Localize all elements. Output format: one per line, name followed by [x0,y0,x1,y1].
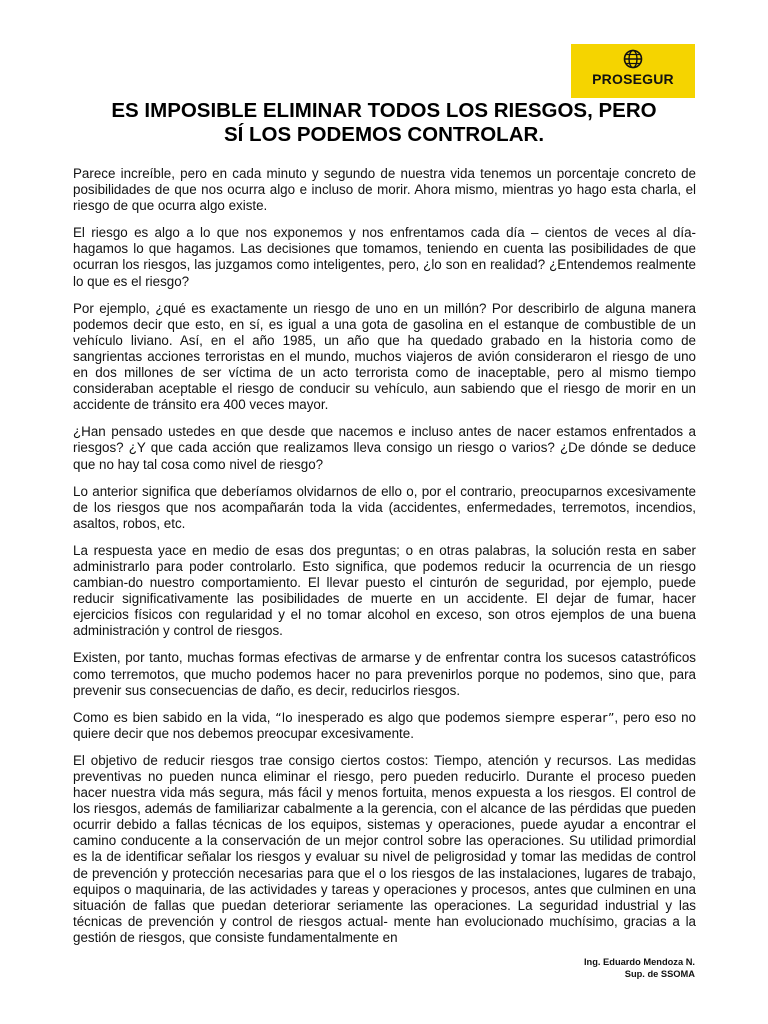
signature-block [584,956,695,980]
quote-part-2: siempre esperar” [505,709,615,725]
signature-name: Ing. Eduardo Mendoza N. [583,957,695,967]
paragraph-8 [73,710,696,742]
paragraph-1: Parece increíble, pero en cada minuto y segundo de nuestra vida tenemos un porcentaje concreto de posibilidades de que nos ocurra algo e incluso de morir. Ahora mismo, mientras yo hago esta charla, el riesgo de que ocurra algo existe. [73,166,696,214]
paragraph-2: El riesgo es algo a lo que nos exponemos y nos enfrentamos cada día – cientos de veces al día- hagamos lo que hagamos. Las decisiones que tomamos, teniendo en cuenta las posibilidades de que ocurran los riesgos, las juzgamos como inteligentes, pero, ¿lo son en realidad? ¿Entendemos realmente lo que es el riesgo? [73,225,696,289]
quote-part-1: “lo [275,709,293,725]
paragraph-7: Existen, por tanto, muchas formas efectivas de armarse y de enfrentar contra los sucesos catastróficos como terremotos, que mucho podemos hacer no para prevenirlos porque no podemos, sino que, para prevenir sus consecuencias de daño, es decir, reducirlos riesgos. [73,650,696,698]
paragraph-9: El objetivo de reducir riesgos trae consigo ciertos costos: Tiempo, atención y recursos. Las medidas preventivas no pueden nunca eliminar el riesgo, pero pueden reducirlo. Durante el proceso pueden hacer nuestra vida más segura, más fácil y menos fortuita, menos expuesta a los riesgos. El control de los riesgos, además de familiarizar cabalmente a la gerencia, con el alcance de las pérdidas que pueden ocurrir debido a fallas técnicas de los equipos, sistemas y operaciones, puede ayudar a encontrar el camino conducente a la conservación de un mejor control sobre las operaciones. Su utilidad primordial es la de identificar señalar los riesgos y evaluar su nivel de peligrosidad y tomar las medidas de control de prevención y protección necesarias para que el o los riesgos de las instalaciones, lugares de trabajo, equipos o maquinaria, de las actividades y tareas y operaciones y procesos, antes que culminen en una situación de fallas que puedan deteriorar seriamente las operaciones. La seguridad industrial y las técnicas de prevención y control de riesgos actual- mente han evolucionado muchísimo, gracias a la gestión de riesgos, que consiste fundamentalmente en [73,752,696,945]
paragraph-6: La respuesta yace en medio de esas dos preguntas; o en otras palabras, la solución resta en saber administrarlo para poder controlarlo. Esto significa, que podemos reducir la ocurrencia de un riesgo cambian-do nuestro comportamiento. El llevar puesto el cinturón de seguridad, por ejemplo, puede reducir significativamente las posibilidades de muerte en un accidente. El dejar de fumar, hacer ejercicios físicos con regularidad y el no tomar alcohol en exceso, son otros ejemplos de una buena administración y control de riesgos. [73,542,696,639]
signature-role: Sup. de SSOMA [624,969,695,979]
paragraph-4: ¿Han pensado ustedes en que desde que nacemos e incluso antes de nacer estamos enfrentados a riesgos? ¿Y que cada acción que realizamos lleva consigo un riesgo o varios? ¿De dónde se deduce que no hay tal cosa como nivel de riesgo? [73,424,696,472]
paragraph-8-part-2: inesperado es algo que podemos [292,709,506,725]
paragraph-8-part-3: , pero eso no quiere decir que nos debemos preocupar excesivamente. [73,709,696,741]
title-line-1: ES IMPOSIBLE ELIMINAR TODOS LOS RIESGOS, PERO [111,99,657,122]
paragraph-8-part-1: Como es bien sabido en la vida, [73,709,276,725]
document-body [73,166,696,957]
title-line-2: SÍ LOS PODEMOS CONTROLAR. [223,123,545,146]
paragraph-5: Lo anterior significa que deberíamos olvidarnos de ello o, por el contrario, preocuparnos excesivamente de los riesgos que nos acompañarán toda la vida (accidentes, enfermedades, terremotos, incendios, asaltos, robos, etc. [73,483,696,531]
logo-text: PROSEGUR [592,71,674,87]
prosegur-logo [571,44,695,98]
paragraph-3: Por ejemplo, ¿qué es exactamente un riesgo de uno en un millón? Por describirlo de alguna manera podemos decir que esto, en sí, es igual a una gota de gasolina en el estanque de combustible de un vehículo liviano. Así, en el año 1985, un año que ha quedado grabado en la historia como de sangrientas acciones terroristas en el mundo, muchos viajeros de avión consideraron el riesgo de uno en dos millones de ser víctima de un acto terrorista como de inaceptable, pero al mismo tiempo consideraban aceptable el riesgo de conducir su vehículo, aun sabiendo que el riesgo de morir en un accidente de tránsito era 400 veces mayor. [73,300,696,413]
document-title [72,99,696,147]
globe-icon [623,49,643,69]
